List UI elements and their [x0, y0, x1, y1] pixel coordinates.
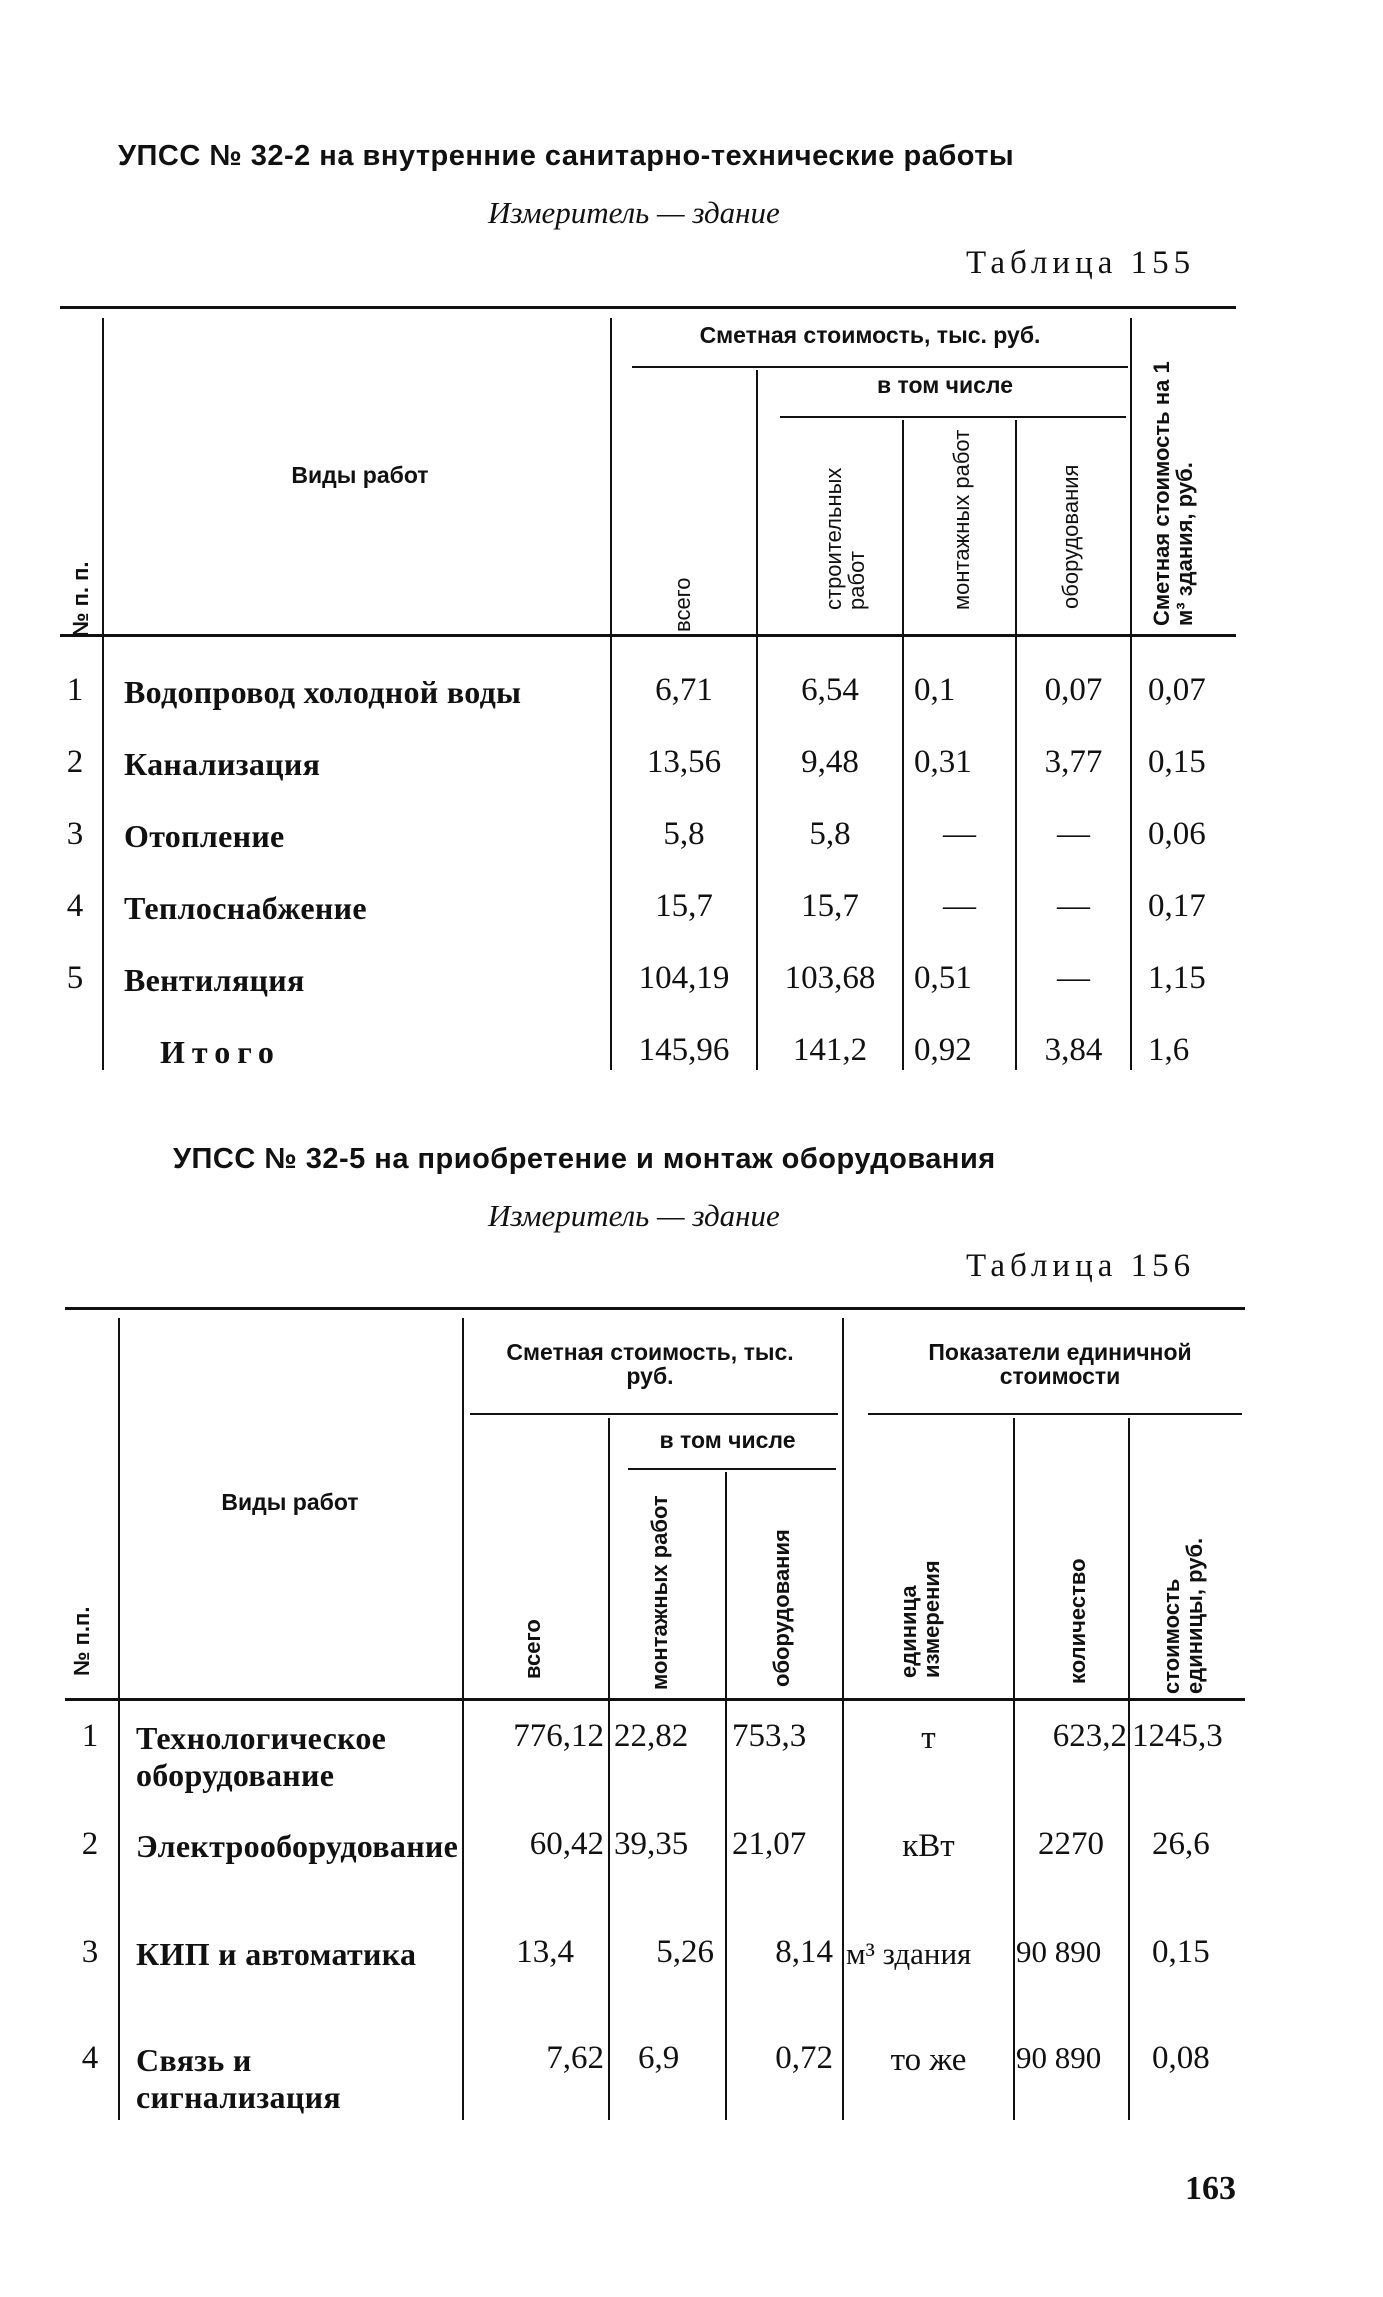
cell-equip: 3,77	[1044, 744, 1103, 780]
cell-equip: —	[1057, 888, 1090, 924]
cell-build: 5,8	[809, 816, 851, 852]
cell-per-m3: 0,17	[1148, 888, 1206, 924]
cell-unit-cost: 0,08	[1152, 2040, 1210, 2076]
cell-qty: 2270	[1038, 1826, 1104, 1862]
header-qty: количество	[1065, 1558, 1090, 1684]
header-equip: оборудования	[1058, 464, 1083, 609]
cell-qty: 623,2	[1052, 1718, 1127, 1754]
cell-equip: —	[1057, 816, 1090, 852]
cell-unit-cost: 26,6	[1152, 1826, 1210, 1862]
cell-mount: 39,35	[614, 1826, 689, 1862]
cell-build: 15,7	[801, 888, 859, 924]
row-name: Связь и сигнализация	[136, 2042, 341, 2115]
page-number: 163	[1185, 2170, 1236, 2207]
cell-qty: 90 890	[1016, 1934, 1102, 1969]
cell-total: 13,4	[516, 1934, 574, 1970]
header-per-m3: Сметная стоимость на 1 м³ здания, руб.	[1149, 361, 1198, 626]
cell-mount: 0,31	[914, 744, 972, 780]
cell-total: 7,62	[546, 2040, 604, 2076]
row-num: 4	[81, 2040, 99, 2076]
cell-equip: 8,14	[775, 1934, 833, 1970]
row-num: 5	[66, 960, 84, 996]
cell-mount: —	[943, 888, 976, 924]
cell-unit: кВт	[902, 1828, 955, 1864]
cell-equip: 753,3	[732, 1718, 807, 1754]
row-name: Отопление	[124, 818, 285, 854]
row-num: 4	[66, 888, 84, 924]
cell-equip: —	[1057, 960, 1090, 996]
cell-mount: 0,92	[914, 1032, 972, 1068]
cell-per-m3: 1,6	[1148, 1032, 1190, 1068]
header-mount: монтажных работ	[949, 429, 974, 610]
row-name: Электрооборудование	[136, 1828, 459, 1864]
header-equip: оборудования	[769, 1529, 794, 1687]
cell-equip: 3,84	[1044, 1032, 1103, 1068]
header-mount: монтажных работ	[647, 1495, 672, 1690]
cell-build: 6,54	[801, 672, 859, 708]
cell-total: 6,71	[655, 672, 713, 708]
cell-per-m3: 0,06	[1148, 816, 1206, 852]
cell-mount: 0,1	[914, 672, 956, 708]
header-incl: в том числе	[659, 1427, 796, 1453]
header-build: строительных работ	[821, 467, 870, 610]
row-num: 3	[66, 816, 84, 852]
row-num: 1	[66, 672, 84, 708]
header-unit-cost: стоимость единицы, руб.	[1159, 1537, 1208, 1694]
table156-title: УПСС № 32-5 на приобретение и монтаж оборудования	[173, 1143, 996, 1175]
header-num: № п. п.	[68, 561, 93, 637]
row-num: 1	[81, 1718, 99, 1754]
header-cost: Сметная стоимость, тыс. руб.	[699, 322, 1041, 348]
header-total: всего	[520, 1619, 545, 1679]
cell-build: 9,48	[801, 744, 859, 780]
row-name: Вентиляция	[124, 962, 305, 998]
cell-total: 15,7	[655, 888, 713, 924]
row-name: Теплоснабжение	[124, 890, 367, 926]
cell-per-m3: 0,07	[1148, 672, 1206, 708]
header-num: № п.п.	[69, 1606, 94, 1676]
cell-mount: 6,9	[638, 2040, 680, 2076]
row-num: 2	[66, 744, 84, 780]
row-name: Итого	[160, 1034, 281, 1070]
cell-total: 104,19	[638, 960, 730, 996]
cell-unit: м³ здания	[846, 1936, 972, 1971]
cell-mount: 5,26	[656, 1934, 714, 1970]
cell-per-m3: 0,15	[1148, 744, 1206, 780]
cell-total: 60,42	[529, 1826, 604, 1862]
cell-mount: 22,82	[614, 1718, 689, 1754]
cell-unit-cost: 0,15	[1152, 1934, 1210, 1970]
cell-mount: 0,51	[914, 960, 972, 996]
header-cost: Сметная стоимость, тыс. руб.	[506, 1339, 794, 1390]
cell-equip: 0,07	[1044, 672, 1103, 708]
table156-label: Таблица 156	[966, 1248, 1196, 1284]
header-incl: в том числе	[876, 372, 1014, 398]
cell-per-m3: 1,15	[1148, 960, 1206, 996]
cell-unit-cost: 1245,3	[1132, 1718, 1223, 1754]
row-name: Технологическое оборудование	[136, 1720, 387, 1793]
cell-total: 776,12	[513, 1718, 604, 1754]
cell-total: 13,56	[646, 744, 722, 780]
table155-title: УПСС № 32-2 на внутренние санитарно-технические работы	[118, 140, 1015, 172]
cell-build: 103,68	[784, 960, 876, 996]
cell-unit: то же	[890, 2042, 967, 2078]
table155-label: Таблица 155	[966, 245, 1196, 281]
cell-equip: 0,72	[775, 2040, 833, 2076]
cell-equip: 21,07	[732, 1826, 807, 1862]
cell-mount: —	[943, 816, 976, 852]
row-name: Водопровод холодной воды	[124, 674, 522, 710]
header-total: всего	[670, 577, 695, 632]
cell-unit: т	[921, 1720, 936, 1756]
cell-total: 5,8	[663, 816, 705, 852]
header-work: Виды работ	[291, 462, 429, 488]
row-name: Канализация	[124, 746, 321, 782]
table156-measure: Измеритель — здание	[488, 1198, 780, 1233]
cell-build: 141,2	[792, 1032, 868, 1068]
header-work: Виды работ	[221, 1489, 359, 1515]
row-num: 2	[81, 1826, 99, 1862]
header-indicators: Показатели единичной стоимости	[928, 1339, 1192, 1390]
table155-measure: Измеритель — здание	[488, 195, 780, 230]
cell-total: 145,96	[638, 1032, 730, 1068]
cell-qty: 90 890	[1016, 2040, 1102, 2075]
header-unit: единица измерения	[896, 1560, 945, 1678]
row-num: 3	[81, 1934, 99, 1970]
row-name: КИП и автоматика	[136, 1936, 417, 1972]
